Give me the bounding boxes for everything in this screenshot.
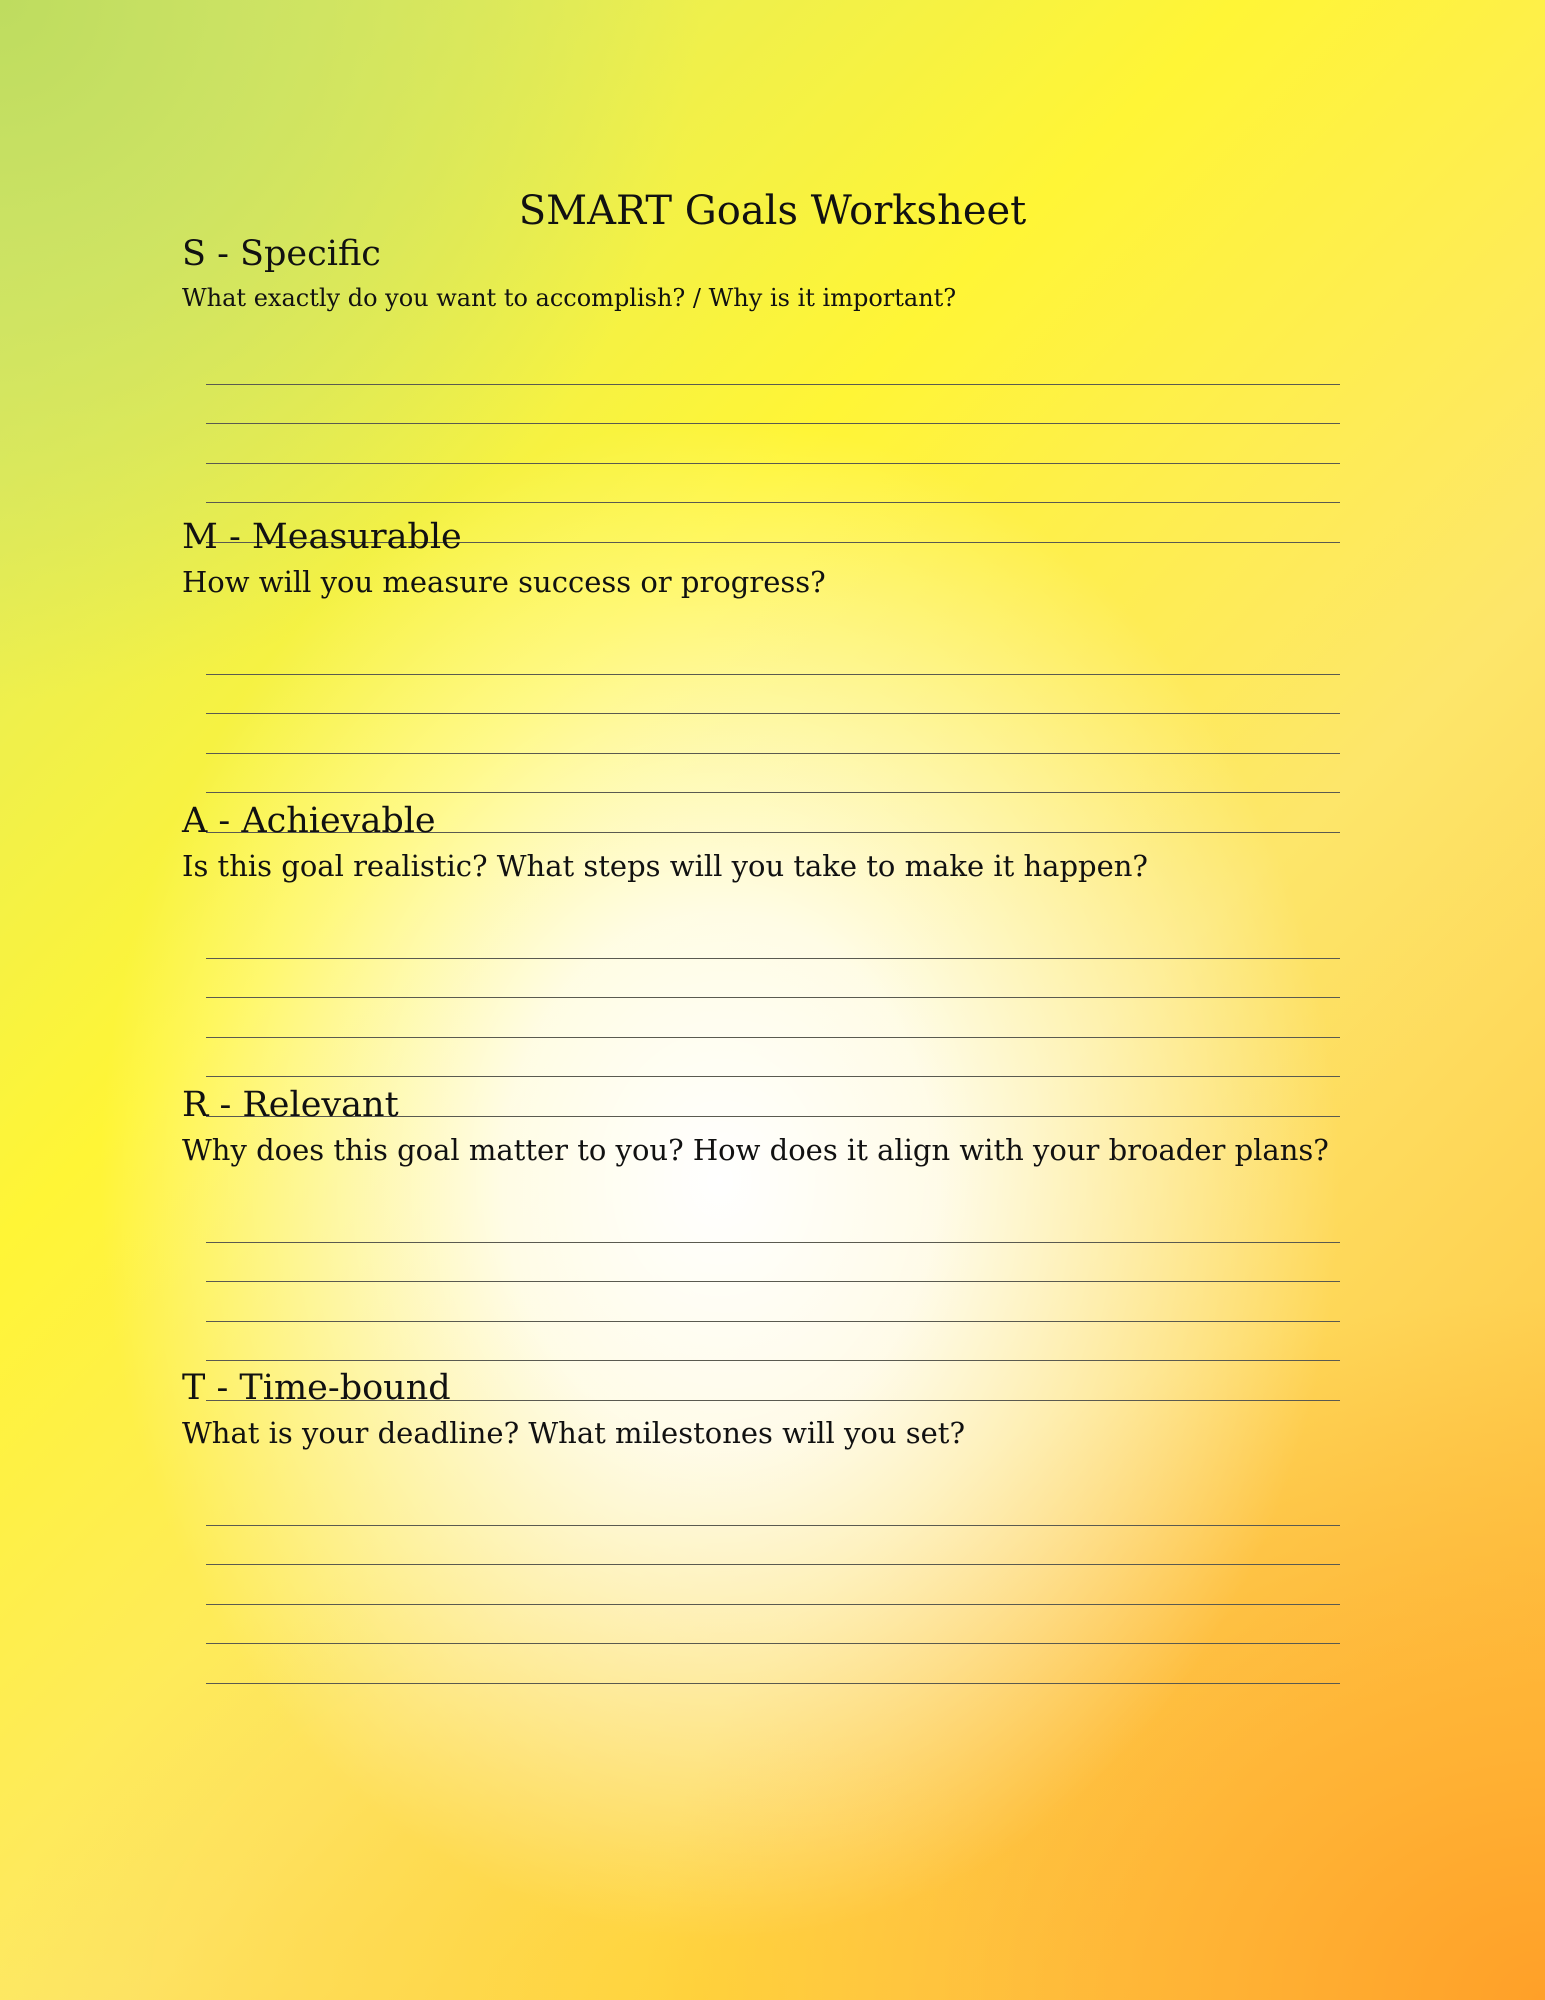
section-prompt: How will you measure success or progress? bbox=[182, 565, 826, 599]
answer-line[interactable] bbox=[206, 1565, 1340, 1605]
answer-line[interactable] bbox=[206, 714, 1340, 754]
section-specific bbox=[182, 232, 1342, 314]
section-heading: R - Relevant bbox=[182, 1085, 399, 1125]
answer-line[interactable] bbox=[206, 1526, 1340, 1566]
answer-line[interactable] bbox=[206, 1322, 1340, 1362]
section-time-bound bbox=[182, 1366, 1342, 1452]
answer-line[interactable] bbox=[206, 1486, 1340, 1526]
answer-line[interactable] bbox=[206, 1203, 1340, 1243]
section-measurable bbox=[182, 515, 1342, 601]
section-heading: S - Specific bbox=[182, 234, 381, 274]
answer-line[interactable] bbox=[206, 919, 1340, 959]
answer-lines[interactable] bbox=[206, 345, 1340, 543]
answer-line[interactable] bbox=[206, 345, 1340, 385]
answer-line[interactable] bbox=[206, 424, 1340, 464]
answer-lines[interactable] bbox=[206, 1486, 1340, 1684]
answer-line[interactable] bbox=[206, 959, 1340, 999]
section-prompt: What exactly do you want to accomplish? / Why is it important? bbox=[182, 284, 957, 312]
answer-line[interactable] bbox=[206, 1644, 1340, 1684]
section-heading: T - Time-bound bbox=[182, 1368, 451, 1408]
answer-line[interactable] bbox=[206, 635, 1340, 675]
section-relevant bbox=[182, 1083, 1342, 1169]
answer-line[interactable] bbox=[206, 998, 1340, 1038]
answer-line[interactable] bbox=[206, 1605, 1340, 1645]
answer-line[interactable] bbox=[206, 1038, 1340, 1078]
section-heading: M - Measurable bbox=[182, 517, 462, 557]
section-prompt: Is this goal realistic? What steps will you take to make it happen? bbox=[182, 849, 1148, 883]
answer-line[interactable] bbox=[206, 1243, 1340, 1283]
answer-line[interactable] bbox=[206, 385, 1340, 425]
section-achievable bbox=[182, 799, 1342, 885]
section-heading: A - Achievable bbox=[182, 801, 436, 841]
worksheet-title: SMART Goals Worksheet bbox=[518, 188, 1027, 234]
answer-line[interactable] bbox=[206, 754, 1340, 794]
section-prompt: Why does this goal matter to you? How does it align with your broader plans? bbox=[182, 1133, 1329, 1167]
answer-line[interactable] bbox=[206, 675, 1340, 715]
answer-line[interactable] bbox=[206, 1282, 1340, 1322]
answer-line[interactable] bbox=[206, 464, 1340, 504]
section-prompt: What is your deadline? What milestones will you set? bbox=[182, 1416, 965, 1450]
